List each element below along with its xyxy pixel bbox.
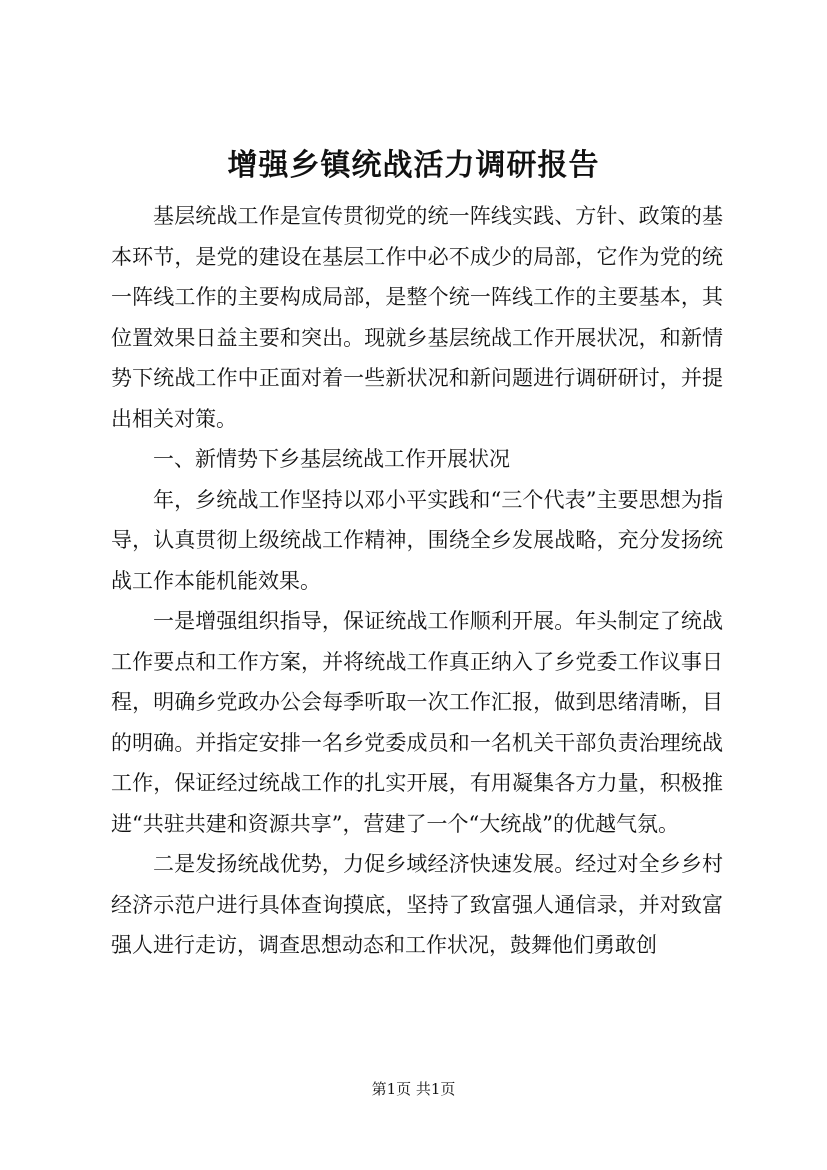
section-heading: 一、新情势下乡基层统战工作开展状况 [153,447,510,471]
page-footer: 第1页 共1页 [371,1080,456,1098]
document-body [111,196,723,966]
document-title: 增强乡镇统战活力调研报告 [227,148,600,183]
body-paragraph: 一是增强组织指导，保证统战工作顺利开展。年头制定了统战工作要点和工作方案，并将统战工作真正纳入了乡党委工作议事日程，明确乡党政办公会每季听取一次工作汇报，做到思绪清晰，目的明确。并指定安排一名乡党委成员和一名机关干部负责治理统战工作，保证经过统战工作的扎实开展，有用凝集各方力量，积极推进“共驻共建和资源共享”，营建了一个“大统战”的优越气氛。 [111,609,723,836]
body-paragraph: 年，乡统战工作坚持以邓小平实践和“三个代表”主要思想为指导，认真贯彻上级统战工作精神，围绕全乡发展战略，充分发扬统战工作本能机能效果。 [111,487,723,593]
body-paragraph: 二是发扬统战优势，力促乡域经济快速发展。经过对全乡乡村经济示范户进行具体查询摸底，坚持了致富强人通信录，并对致富强人进行走访，调查思想动态和工作状况，鼓舞他们勇敢创 [111,852,723,957]
intro-paragraph: 基层统战工作是宣传贯彻党的统一阵线实践、方针、政策的基本环节，是党的建设在基层工作中必不成少的局部，它作为党的统一阵线工作的主要构成局部，是整个统一阵线工作的主要基本，其位置效果日益主要和突出。现就乡基层统战工作开展状况，和新情势下统战工作中正面对着一些新状况和新问题进行调研研讨，并提出相关对策。 [111,204,723,431]
